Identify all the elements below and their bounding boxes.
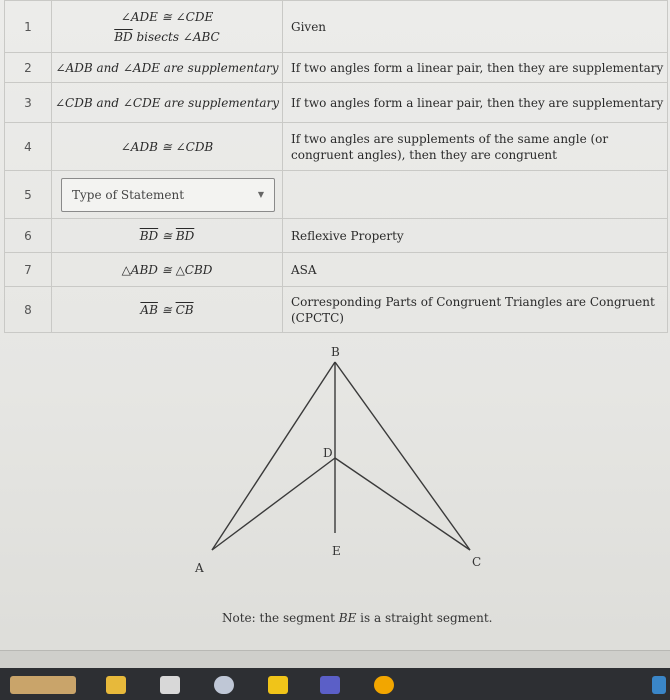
label-c: C — [472, 555, 482, 569]
statement-type-dropdown[interactable] — [61, 178, 275, 212]
statement-cell — [52, 219, 283, 253]
label-e: E — [332, 544, 341, 558]
row-number: 5 — [5, 171, 52, 219]
teams-icon[interactable] — [320, 676, 340, 694]
proof-row-1 — [5, 1, 668, 53]
sticky-note-icon[interactable] — [268, 676, 288, 694]
cup-icon[interactable] — [10, 676, 76, 694]
proof-row-5 — [5, 171, 668, 219]
reason-cell: ASA — [283, 253, 668, 287]
reason-cell: If two angles form a linear pair, then they are supplementary — [283, 53, 668, 83]
dropdown-value: Type of Statement — [72, 187, 185, 202]
label-d: D — [323, 446, 333, 460]
row-number: 2 — [5, 53, 52, 83]
reason-cell: Reflexive Property — [283, 219, 668, 253]
segment-bc — [335, 362, 470, 550]
segment-dc — [335, 458, 470, 550]
statement-cell — [52, 287, 283, 333]
file-explorer-icon[interactable] — [106, 676, 126, 694]
segment-ab: $\overline{AB}$ — [140, 302, 158, 317]
page-footer-bar — [0, 650, 670, 669]
reason-cell: Corresponding Parts of Congruent Triangles are Congruent (CPCTC) — [283, 287, 668, 333]
reason-cell: If two angles are supplements of the same angle (or congruent angles), then they are congruent — [283, 123, 668, 171]
congruent-symbol: ≅ — [158, 228, 176, 243]
proof-row-7 — [5, 253, 668, 287]
statement-cell — [52, 171, 283, 219]
segment-ba — [212, 362, 335, 550]
reason-cell: Given — [283, 1, 668, 53]
proof-row-2 — [5, 53, 668, 83]
row-number: 6 — [5, 219, 52, 253]
calculator-icon[interactable] — [160, 676, 180, 694]
row-number: 1 — [5, 1, 52, 53]
statement-cell: ∠CDB and ∠CDE are supplementary — [52, 83, 283, 123]
proof-row-6 — [5, 219, 668, 253]
statement-cell: △ABD ≅ △CBD — [52, 253, 283, 287]
proof-row-8 — [5, 287, 668, 333]
triangle-figure — [180, 340, 510, 580]
proof-row-4 — [5, 123, 668, 171]
statement-cell: ∠ADB ≅ ∠CDB — [52, 123, 283, 171]
photos-icon[interactable] — [214, 676, 234, 694]
chevron-down-icon: ▼ — [257, 190, 264, 199]
label-b: B — [331, 345, 340, 359]
statement-cell — [52, 1, 283, 53]
reason-cell: If two angles form a linear pair, then they are supplementary — [283, 83, 668, 123]
proof-row-3 — [5, 83, 668, 123]
row-number: 7 — [5, 253, 52, 287]
statement-text: bisects ∠ABC — [132, 29, 220, 44]
row-number: 3 — [5, 83, 52, 123]
segment-bd: $\overline{BD}$ — [175, 228, 195, 243]
congruent-symbol: ≅ — [157, 302, 176, 317]
reason-cell — [283, 171, 668, 219]
segment-da — [212, 458, 335, 550]
label-a: A — [195, 561, 204, 575]
taskbar — [0, 668, 670, 700]
statement-text: ∠ADE ≅ ∠CDE — [120, 9, 214, 24]
app-icon[interactable] — [652, 676, 666, 694]
segment-note: Note: the segment BE is a straight segment. — [222, 611, 493, 625]
chrome-icon[interactable] — [374, 676, 394, 694]
row-number: 4 — [5, 123, 52, 171]
proof-table — [4, 0, 668, 333]
row-number: 8 — [5, 287, 52, 333]
segment-be: BE — [338, 611, 357, 625]
segment-bd: $\overline{BD}$ — [139, 228, 159, 243]
statement-cell: ∠ADB and ∠ADE are supplementary — [52, 53, 283, 83]
segment-bd: $\overline{BD}$ — [114, 29, 133, 44]
segment-cb: $\overline{CB}$ — [175, 302, 194, 317]
